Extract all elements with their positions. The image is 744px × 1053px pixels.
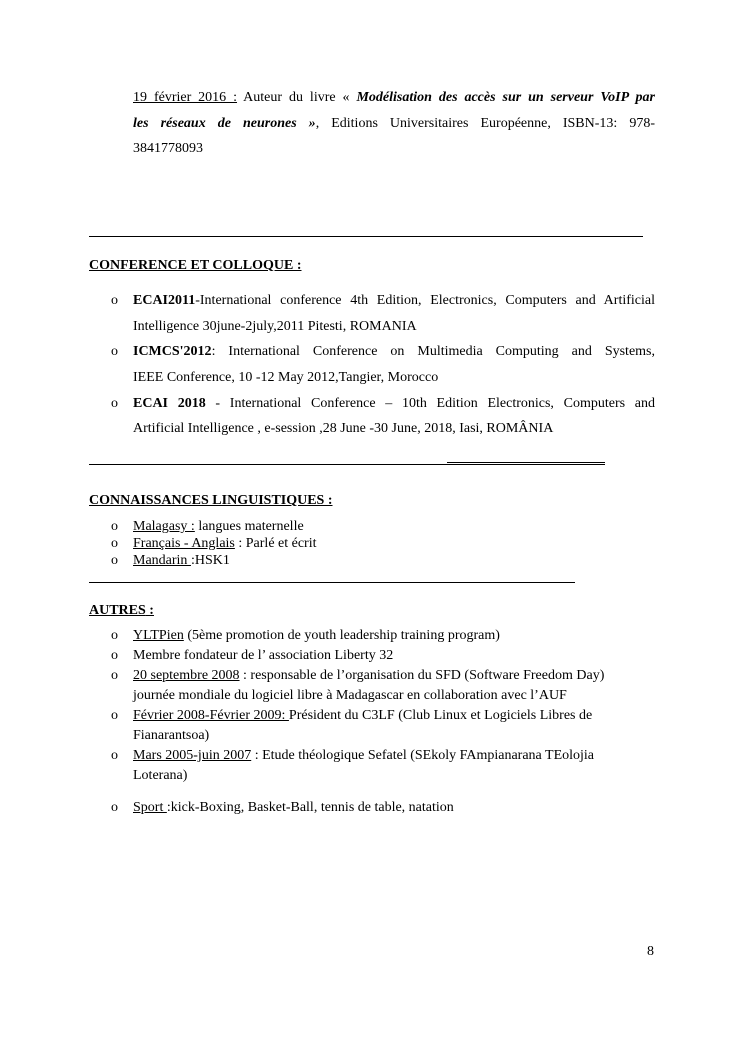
- conference-name: ECAI 2018: [133, 396, 206, 411]
- language-label: Français - Anglais: [133, 536, 235, 551]
- page-number: 8: [647, 944, 654, 959]
- other-item: [133, 748, 594, 764]
- bullet-icon: o: [111, 519, 118, 534]
- book-line-2: [133, 116, 655, 132]
- book-title-a: Modélisation des accès sur un serveur VoIP par: [356, 90, 655, 105]
- section-heading-languages: CONNAISSANCES LINGUISTIQUES :: [89, 493, 333, 508]
- other-text: Membre fondateur de l’ association Liberty 32: [133, 648, 394, 663]
- book-line-1: [133, 90, 655, 106]
- other-label: Mars 2005-juin 2007: [133, 748, 252, 763]
- conference-desc: -International conference 4th Edition, Electronics, Computers and Artificial: [195, 293, 655, 308]
- language-level: langues maternelle: [194, 519, 304, 534]
- conference-item: [133, 396, 655, 412]
- other-item: [133, 628, 500, 644]
- language-item: [133, 553, 230, 569]
- conference-desc-cont: Artificial Intelligence , e-session ,28 June -30 June, 2018, Iasi, ROMÂNIA: [133, 421, 554, 436]
- other-item: [133, 708, 592, 724]
- conference-item: [133, 344, 655, 360]
- language-item: [133, 519, 304, 535]
- bullet-icon: o: [111, 344, 118, 359]
- section-heading-others: [89, 603, 154, 619]
- other-text: : Etude théologique Sefatel (SEkoly FAmpianarana TEolojia: [251, 748, 595, 763]
- bullet-icon: o: [111, 708, 118, 723]
- conference-name: ECAI2011: [133, 293, 196, 308]
- bullet-icon: o: [111, 293, 118, 308]
- bullet-icon: o: [111, 668, 118, 683]
- divider: [89, 582, 575, 583]
- other-item: [133, 800, 454, 816]
- conference-desc: : International Conference on Multimedia Computing and Systems,: [211, 344, 655, 359]
- language-item: [133, 536, 317, 552]
- book-publisher: , Editions Universitaires Européenne, ISBN-13: 978-: [315, 116, 656, 131]
- bullet-icon: o: [111, 396, 118, 411]
- book-date: 19 février 2016 :: [133, 90, 238, 105]
- book-isbn: 3841778093: [133, 141, 203, 156]
- conference-item: [133, 293, 655, 309]
- book-intro: Auteur du livre «: [237, 90, 357, 105]
- divider: [89, 236, 643, 237]
- book-title-b: les réseaux de neurones »: [133, 116, 316, 131]
- conference-desc: - International Conference – 10th Edition Electronics, Computers and: [205, 396, 655, 411]
- other-label: YLTPien: [133, 628, 184, 643]
- other-text: (5ème promotion de youth leadership training program): [183, 628, 500, 643]
- divider: [89, 464, 605, 465]
- others-heading-label: AUTRES: [89, 603, 146, 618]
- bullet-icon: o: [111, 536, 118, 551]
- bullet-icon: o: [111, 553, 118, 568]
- bullet-icon: o: [111, 748, 118, 763]
- other-item: [133, 648, 393, 664]
- bullet-icon: o: [111, 628, 118, 643]
- bullet-icon: o: [111, 648, 118, 663]
- others-heading-suffix: :: [145, 603, 154, 618]
- other-text: Président du C3LF (Club Linux et Logiciels Libres de: [288, 708, 593, 723]
- conference-name: ICMCS'2012: [133, 344, 212, 359]
- conference-desc-cont: IEEE Conference, 10 -12 May 2012,Tangier, Morocco: [133, 370, 439, 385]
- language-label: Mandarin: [133, 553, 191, 568]
- other-item: [133, 668, 604, 684]
- other-text-cont: Fianarantsoa): [133, 728, 210, 743]
- other-label: 20 septembre 2008: [133, 668, 240, 683]
- other-text: : responsable de l’organisation du SFD (Software Freedom Day): [239, 668, 605, 683]
- other-label: Sport: [133, 800, 167, 815]
- language-level: :HSK1: [190, 553, 230, 568]
- other-text: :kick-Boxing, Basket-Ball, tennis de table, natation: [166, 800, 454, 815]
- section-heading-conferences: CONFERENCE ET COLLOQUE :: [89, 258, 302, 273]
- language-label: Malagasy :: [133, 519, 195, 534]
- other-label: Février 2008-Février 2009:: [133, 708, 289, 723]
- language-level: : Parlé et écrit: [234, 536, 317, 551]
- conference-desc-cont: Intelligence 30june-2july,2011 Pitesti, ROMANIA: [133, 319, 417, 334]
- divider: [447, 462, 605, 463]
- other-text-cont: journée mondiale du logiciel libre à Madagascar en collaboration avec l’AUF: [133, 688, 567, 703]
- other-text-cont: Loterana): [133, 768, 188, 783]
- bullet-icon: o: [111, 800, 118, 815]
